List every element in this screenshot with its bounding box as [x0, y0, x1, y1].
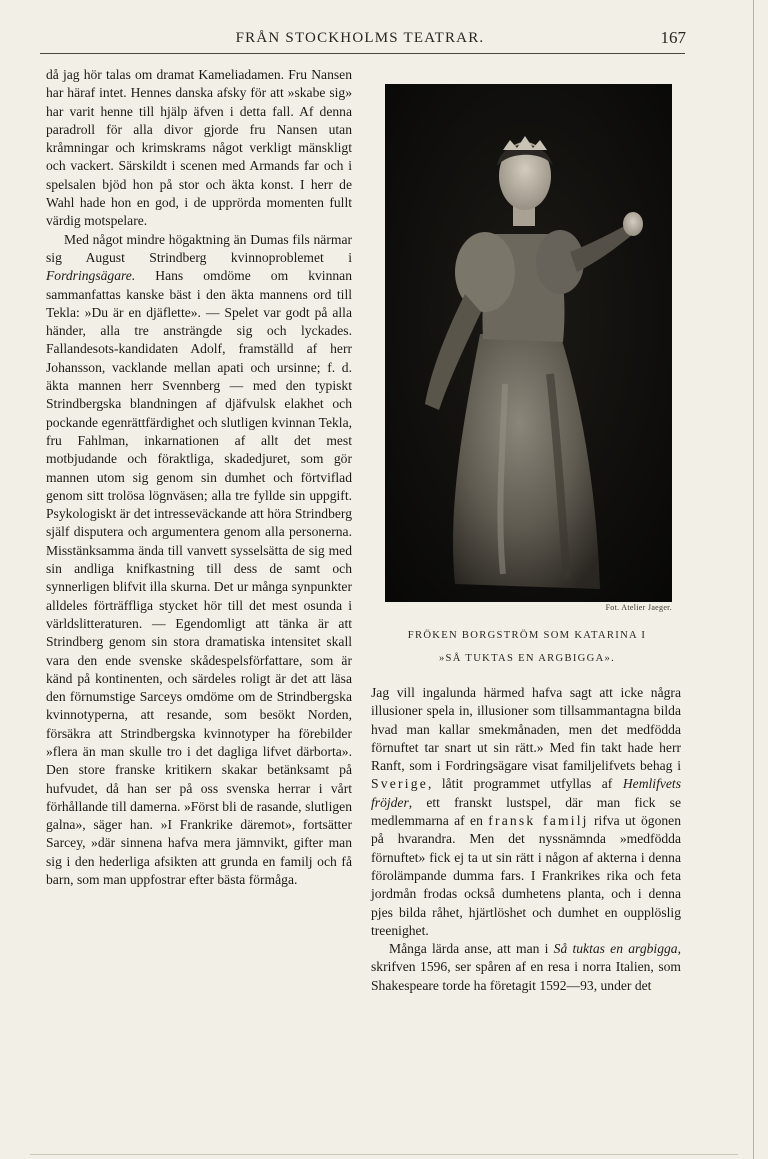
right-paragraph-1	[371, 684, 681, 940]
caption-line-1: FRÖKEN BORGSTRÖM SOM KATARINA I	[407, 630, 647, 641]
right-paragraph-1-b: , låtit programmet utfyllas af	[427, 776, 623, 792]
left-paragraph-2	[46, 231, 352, 890]
right-paragraph-2-b: , skrifven 1596, ser spåren af en resa i norra Italien, som Shakespeare torde ha företagit 1592—93, under det	[371, 941, 681, 993]
right-paragraph-2-a: Många lärda anse, att man i	[389, 941, 554, 957]
running-title: FRÅN STOCKHOLMS TEATRAR.	[235, 30, 485, 46]
right-paragraph-1-c: , ett franskt lustspel, där man fick se medlemmarna af en	[371, 794, 681, 829]
actress-photo-illustration	[385, 84, 672, 602]
right-paragraph-1-d: rifva ut ögonen på hvarandra. Men det nyssnämnda »medfödda förnuftet» fick ej ta ut sin rätt i någon af akterna i denna förolämpande dumma fars. I Frankrikes rika och feta jordmån frodas också dumhetens planta, och i denna pjes bilda råhet, hjärtlöshet och dumhet en oupplöslig treenighet.	[371, 813, 682, 938]
left-column	[46, 66, 352, 889]
scan-edge-bottom	[30, 1154, 738, 1155]
header-rule	[40, 53, 685, 54]
page-number: 167	[660, 28, 686, 47]
right-paragraph-1-a: Jag vill ingalunda härmed hafva sagt att icke några illusioner spela in, illusioner som tillsammantagna bilda hvad man kallar smekmånaden, men det medfödda förnuftet tar snart ut sin rätt.» Med fin takt hade herr Ranft, som i Fordringsägare visat familjelifvets behag i	[371, 685, 681, 774]
left-paragraph-2-start: Med något mindre högaktning än Dumas fils närmar sig August Strindberg kvinnoproblemet i	[46, 231, 352, 265]
caption-line-2: »SÅ TUKTAS EN ARGBIGGA».	[438, 653, 616, 664]
photo-credit: Fot. Atelier Jaeger.	[605, 603, 672, 612]
actress-photograph	[385, 84, 672, 602]
left-paragraph-2-end: Hans omdöme om kvinnan sammanfattas kanske bäst i den äkta mannens ord till Tekla: »Du är en djäflette». — Spelet var godt på alla händer, alla tre ansträngde sig och lyckades. Fallandesots-kandidaten Adolf, framställd af herr Johansson, vacklande mellan apati och ursinne; f. d. äkta mannen herr Svennberg — med den typiskt Strindbergska blandningen af djäfvulsk elakhet och pockande egenrättfärdighet och slutligen kvinnan Tekla, fru Fahlman, inkarnationen af allt det mest motbjudande och föraktliga, skadedjuret, som gör mannen utom sig genom sin dumhet och förtviflad genom sitt trolösa lögnväsen; alla tre fyllde sin uppgift. Psykologiskt är det intresseväckande att höra Strindberg själf disputera och argumentera genom alla personerna. Misstänksamma ända till vanvett sysselsätta de sig med sin andliga knifkastning till dess de samt och synnerligen blifvit illa skurna. Det ur många synpunkter alldeles förträffliga stycket hör till det mest osunda i världslitteraturen. — Egendomligt att tänka är att Strindberg genom sin stora dramatiska intensitet skall vara den ende svenske skådespelsförfattare, som är känd på kontinenten, och särdeles roligt är det att läsa den förnumstige Sarceys omdöme om de Strindbergska kvinnotyperna, att resande, som besökt Norden, försäkra att Strindbergska kvinnotyper ha förebilder »flera än man skulle tro i det dagliga lifvet därborta». Den store franske kritikern skakar betänksamt på hufvudet, då han ser på oss svenska herrar i vårt förhållande till damerna. »Först bli de rasande, slutligen galna», säger han. »I Frankrike däremot», fortsätter Sarcey, »där sinnena hafva mera jämnvikt, gifter man sig i den hederliga afsikten att grunda en familj och få barn, som man uppfostrar efter bästa förmåga.	[46, 268, 352, 888]
figure-caption	[371, 624, 683, 670]
play-title-hemlifvets-frojder: Hemlifvets fröjder	[371, 776, 681, 810]
play-title-fordringsagare: Fordringsägare.	[46, 268, 136, 284]
right-column	[371, 684, 681, 995]
scan-edge-right	[753, 0, 754, 1159]
emphasis-sverige: Sverige	[371, 776, 428, 792]
right-paragraph-2	[371, 940, 681, 995]
running-head	[40, 28, 686, 50]
play-title-sa-tuktas: Så tuktas en argbigga	[553, 941, 678, 957]
emphasis-fransk-familj: fransk familj	[488, 813, 589, 829]
left-paragraph-1: då jag hör talas om dramat Kameliadamen. Fru Nansen har häraf intet. Hennes danska afsky för att »skabe sig» har varit henne till hjälp äfven i detta fall. Af denna paradroll för alla divor gjorde fru Nansen utan kråmningar och krimskrams något verkligt mänskligt och vackert. Särskildt i scenen med Armands far och i spelsalen bjöd hon på stor och äkta konst. I herr de Wahl hade hon en god, i de upprörda momenten fullt värdig motspelare.	[46, 67, 352, 229]
